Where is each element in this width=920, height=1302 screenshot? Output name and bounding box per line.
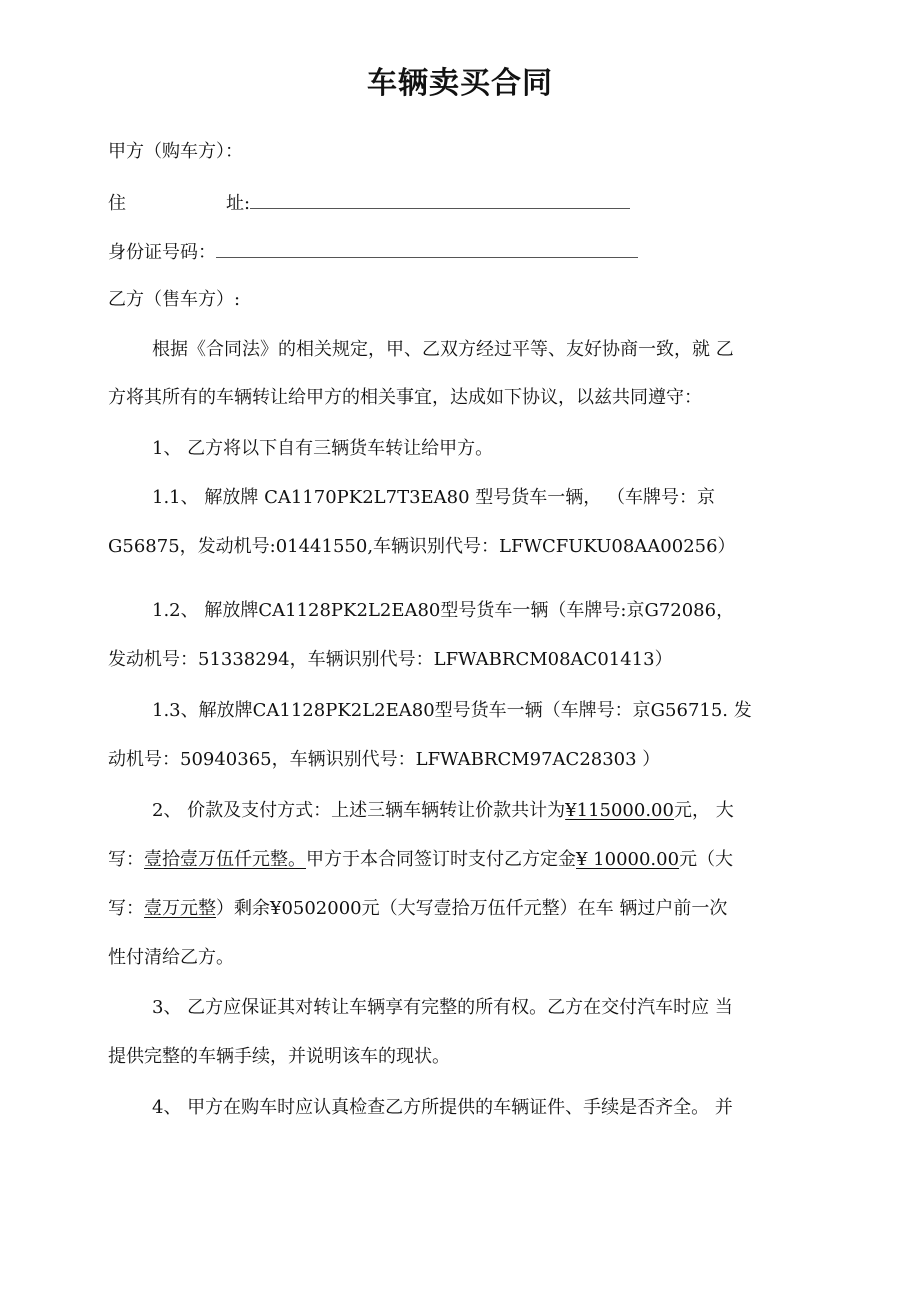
item-1-1-line-1: 1.1、 解放牌 CA1170PK2L7T3EA80 型号货车一辆， （车牌号：京 xyxy=(152,487,716,508)
address-label-1: 住 xyxy=(108,193,126,214)
intro-line-2: 方将其所有的车辆转让给甲方的相关事宜，达成如下协议，以兹共同遵守： xyxy=(108,387,702,408)
clause-2-text-f: 写： xyxy=(108,898,144,919)
clause-2-line-4: 性付清给乙方。 xyxy=(108,947,234,968)
party-a-label: 甲方（购车方）： xyxy=(108,141,243,162)
item-1-1-line-2: G56875，发动机号:01441550,车辆识别代号：LFWCFUKU08AA00256） xyxy=(108,536,736,557)
item-1-3-line-2: 动机号：50940365，车辆识别代号：LFWABRCM97AC28303 ） xyxy=(108,749,661,770)
id-row xyxy=(108,239,828,265)
deposit-amount: ¥ 10000.00 xyxy=(576,849,680,870)
item-1-2-line-1: 1.2、 解放牌CA1128PK2L2EA80型号货车一辆（车牌号:京G72086， xyxy=(152,600,735,621)
address-label-2: 址: xyxy=(226,193,251,214)
clause-2-text-a: 2、 价款及支付方式：上述三辆车辆转让价款共计为 xyxy=(152,800,566,821)
clause-2-text-g: ）剩余¥0502000元（大写壹拾万伍仟元整）在车 辆过户前一次 xyxy=(216,898,728,919)
clause-2-text-b: 元， 大 xyxy=(673,800,734,821)
clause-2-text-c: 写： xyxy=(108,849,144,870)
deposit-words: 壹万元整 xyxy=(144,898,216,919)
clause-3-line-1: 3、 乙方应保证其对转让车辆享有完整的所有权。乙方在交付汽车时应 当 xyxy=(152,997,733,1018)
item-1-3-line-1: 1.3、解放牌CA1128PK2L2EA80型号货车一辆（车牌号：京G56715. 发 xyxy=(152,700,752,721)
total-price-words: 壹拾壹万伍仟元整。 xyxy=(144,849,306,870)
clause-4-line-1: 4、 甲方在购车时应认真检查乙方所提供的车辆证件、手续是否齐全。 并 xyxy=(152,1097,733,1118)
id-blank[interactable] xyxy=(216,239,638,258)
address-row xyxy=(108,190,828,216)
clause-3-line-2: 提供完整的车辆手续，并说明该车的现状。 xyxy=(108,1046,450,1067)
clause-2-text-d: 甲方于本合同签订时支付乙方定金 xyxy=(306,849,576,870)
intro-line-1: 根据《合同法》的相关规定，甲、乙双方经过平等、友好协商一致，就 乙 xyxy=(152,339,734,360)
clause-2-line-1 xyxy=(152,799,832,823)
clause-1: 1、 乙方将以下自有三辆货车转让给甲方。 xyxy=(152,438,494,459)
id-label: 身份证号码： xyxy=(108,242,216,263)
page-title: 车辆卖买合同 xyxy=(367,66,553,101)
clause-2-text-e: 元（大 xyxy=(679,849,734,870)
clause-2-line-3 xyxy=(108,897,828,921)
item-1-2-line-2: 发动机号：51338294，车辆识别代号：LFWABRCM08AC01413） xyxy=(108,649,673,670)
party-b-label: 乙方（售车方）: xyxy=(108,289,241,310)
total-price-amount: ¥115000.00 xyxy=(565,800,674,821)
clause-2-line-2 xyxy=(108,848,828,872)
address-blank[interactable] xyxy=(250,190,630,209)
